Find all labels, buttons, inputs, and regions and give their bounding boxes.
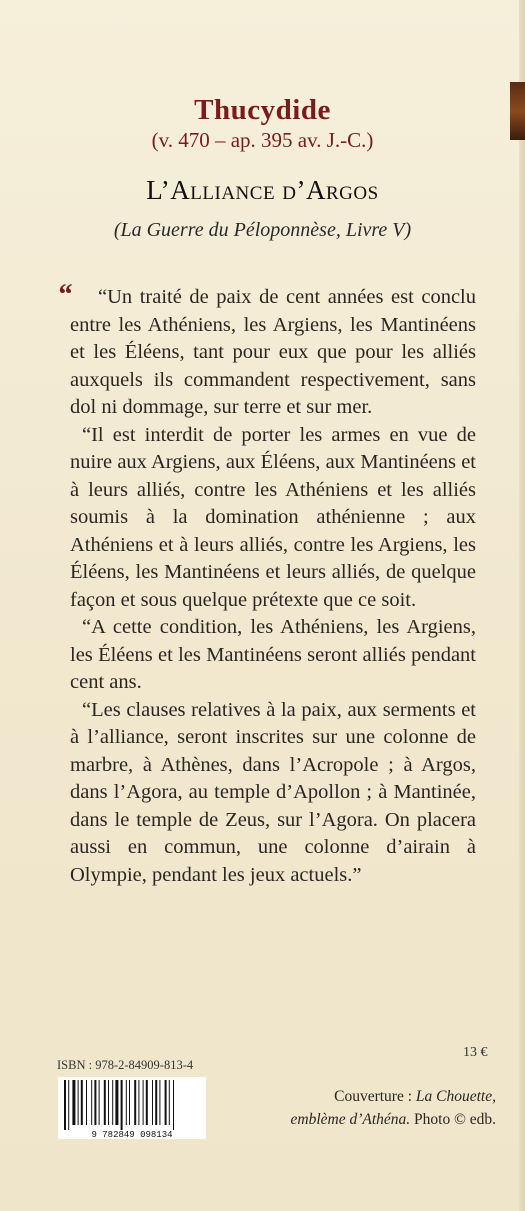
- barcode-bar: [143, 1080, 144, 1125]
- excerpt-paragraph: “Il est interdit de porter les armes en vue de nuire aux Argiens, aux Éléens, aux Mantinéens et à leurs alliés, contre les Athéniens et les alliés soumis à la domination athénienne ; aux Athéniens et à leurs alliés, contre les Argiens, les Éléens, les Mantinéens et leurs alliés, de quelque façon et sous quelque prétexte que ce soit.: [70, 423, 476, 611]
- barcode-bar: [91, 1080, 92, 1125]
- credit-caption: emblème d’Athéna.: [290, 1111, 411, 1128]
- barcode: [58, 1077, 206, 1139]
- barcode-bar: [173, 1080, 174, 1130]
- barcode-bar: [159, 1080, 160, 1125]
- author-dates: (v. 470 – ap. 395 av. J.-C.): [151, 128, 374, 152]
- author-name: Thucydide: [194, 94, 331, 126]
- barcode-digits: 9 782849 098134: [91, 1130, 173, 1139]
- credit-label: Couverture :: [334, 1088, 413, 1105]
- barcode-bar: [64, 1080, 66, 1130]
- barcode-image: [58, 1077, 206, 1139]
- credit-title: La Chouette,: [415, 1088, 496, 1105]
- barcode-bar: [165, 1080, 167, 1125]
- barcode-bar: [81, 1080, 83, 1125]
- barcode-bar: [121, 1080, 123, 1130]
- credit-photo: Photo © edb.: [414, 1111, 496, 1128]
- price: 13 €: [463, 1045, 488, 1060]
- barcode-bar: [94, 1080, 96, 1125]
- barcode-bar: [86, 1080, 87, 1125]
- work-subtitle: (La Guerre du Péloponnèse, Livre V): [113, 219, 412, 241]
- barcode-bar: [78, 1080, 79, 1125]
- isbn-number: ISBN : 978-2-84909-813-4: [57, 1058, 194, 1072]
- work-title: L’Alliance d’Argos: [146, 175, 379, 205]
- excerpt-paragraph: “A cette condition, les Athéniens, les Argiens, les Éléens et les Mantinéens seront alliés pendant cent ans.: [70, 616, 476, 693]
- excerpt-paragraph: “Un traité de paix de cent années est conclu entre les Athéniens, les Argiens, les Mantinéens et les Éléens, tant pour eux que pour les alliés auxquels ils commandent respectivement, sans dol ni dommage, sur terre et sur mer.: [70, 286, 476, 418]
- barcode-bar: [155, 1080, 157, 1125]
- barcode-bar: [115, 1080, 118, 1125]
- excerpt-text: [70, 284, 476, 889]
- barcode-bar: [152, 1080, 153, 1125]
- barcode-bar: [146, 1080, 148, 1125]
- barcode-bar: [99, 1080, 100, 1125]
- barcode-bar: [108, 1080, 109, 1125]
- opening-quote-mark-icon: “: [57, 278, 72, 311]
- barcode-bar: [138, 1080, 139, 1125]
- barcode-bar: [169, 1080, 170, 1125]
- barcode-bar: [104, 1080, 106, 1125]
- cover-credit: [266, 1085, 496, 1131]
- barcode-bar: [134, 1080, 136, 1125]
- excerpt-paragraph: “Les clauses relatives à la paix, aux serments et à l’alliance, seront inscrites sur une colonne de marbre, à Athènes, dans l’Acropole ; à Argos, dans l’Agora, au temple d’Apollon ; à Mantinée, dans le temple de Zeus, sur l’Agora. On placera aussi en commun, une colonne d’airain à Olympie, pendant les jeux actuels.”: [70, 698, 476, 886]
- barcode-bar: [72, 1080, 75, 1125]
- barcode-bar: [126, 1080, 127, 1125]
- barcode-bar: [68, 1080, 69, 1130]
- barcode-bar: [112, 1080, 113, 1125]
- barcode-bar: [129, 1080, 130, 1125]
